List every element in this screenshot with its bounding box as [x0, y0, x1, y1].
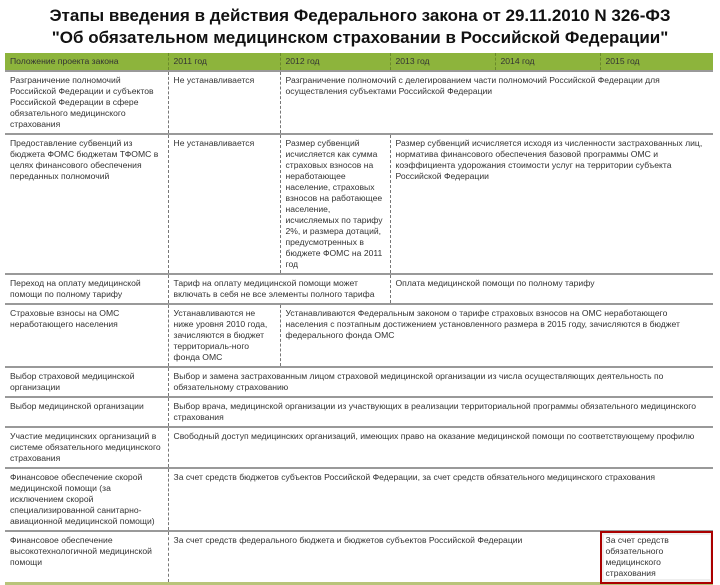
header-provision: Положение проекта закона	[5, 53, 168, 71]
header-2011: 2011 год	[168, 53, 280, 71]
cell: Оплата медицинской помощи по полному тарифу	[390, 274, 713, 304]
row-label: Разграничение полномочий Российской Федерации и субъектов Российской Федерации в сфере обязательного медицинского страхования	[5, 71, 168, 134]
table-row	[5, 427, 713, 468]
cell: Выбор и замена застрахованным лицом страховой медицинской организации из числа осуществляющих деятельность по обязательному страхованию	[168, 367, 713, 397]
table-row	[5, 134, 713, 274]
law-stages-table	[5, 53, 713, 585]
header-2013: 2013 год	[390, 53, 495, 71]
table-row	[5, 397, 713, 427]
header-2012: 2012 год	[280, 53, 390, 71]
cell: Тариф на оплату медицинской помощи может включать в себя не все элементы полного тарифа	[168, 274, 390, 304]
cell: Не устанавливается	[168, 71, 280, 134]
cell: Устанавливаются Федеральным законом о тарифе страховых взносов на ОМС неработающего населения с поэтапным достижением установленного размера в 2015 году, зачисляются в бюджет федерального фонда ОМС	[280, 304, 713, 367]
cell: Размер субвенций исчисляется как сумма страховых взносов на неработающее население, страховых взносов на работающее население, исчисляемых по тарифу 2%, и размера дотаций, предусмотренных в бюджете ФОМС на 2011 год	[280, 134, 390, 274]
row-label: Выбор медицинской организации	[5, 397, 168, 427]
cell: Разграничение полномочий с делегированием части полномочий Российской Федерации для осуществления субъектами Российской Федерации	[280, 71, 713, 134]
table-row	[5, 531, 713, 584]
header-2014: 2014 год	[495, 53, 600, 71]
cell: За счет средств бюджетов субъектов Российской Федерации, за счет средств обязательного медицинского страхования	[168, 468, 713, 531]
cell: Устанавливаются не ниже уровня 2010 года, зачисляются в бюджет территориаль-ного фонда ОМС	[168, 304, 280, 367]
cell: Выбор врача, медицинской организации из участвующих в реализации территориальной программы обязательного медицинского страхования	[168, 397, 713, 427]
table-row	[5, 274, 713, 304]
row-label: Предоставление субвенций из бюджета ФОМС бюджетам ТФОМС в целях финансового обеспечения переданных полномочий	[5, 134, 168, 274]
cell: Свободный доступ медицинских организаций, имеющих право на оказание медицинской помощи по соответствующему профилю	[168, 427, 713, 468]
highlighted-cell: За счет средств обязательного медицинского страхования	[600, 531, 713, 584]
title-line-1: Этапы введения в действия Федерального закона от 29.11.2010 N 326-ФЗ	[49, 6, 671, 25]
cell: За счет средств федерального бюджета и бюджетов субъектов Российской Федерации	[168, 531, 600, 584]
row-label: Финансовое обеспечение скорой медицинской помощи (за исключением скорой специализированной санитарно-авиационной медицинской помощи)	[5, 468, 168, 531]
row-label: Участие медицинских организаций в системе обязательного медицинского страхования	[5, 427, 168, 468]
table-row	[5, 71, 713, 134]
title-line-2: "Об обязательном медицинском страховании в Российской Федерации"	[51, 28, 669, 47]
table-header	[5, 53, 713, 71]
cell: Не устанавливается	[168, 134, 280, 274]
row-label: Выбор страховой медицинской организации	[5, 367, 168, 397]
cell: Размер субвенций исчисляется исходя из численности застрахованных лиц, норматива финансового обеспечения базовой программы ОМС и коэффициента удорожания стоимости услуг на территории субъекта Российской Федерации	[390, 134, 713, 274]
table-row	[5, 367, 713, 397]
row-label: Страховые взносы на ОМС неработающего населения	[5, 304, 168, 367]
row-label: Финансовое обеспечение высокотехнологичной медицинской помощи	[5, 531, 168, 584]
row-label: Переход на оплату медицинской помощи по полному тарифу	[5, 274, 168, 304]
table-row	[5, 468, 713, 531]
table-row	[5, 304, 713, 367]
header-2015: 2015 год	[600, 53, 713, 71]
